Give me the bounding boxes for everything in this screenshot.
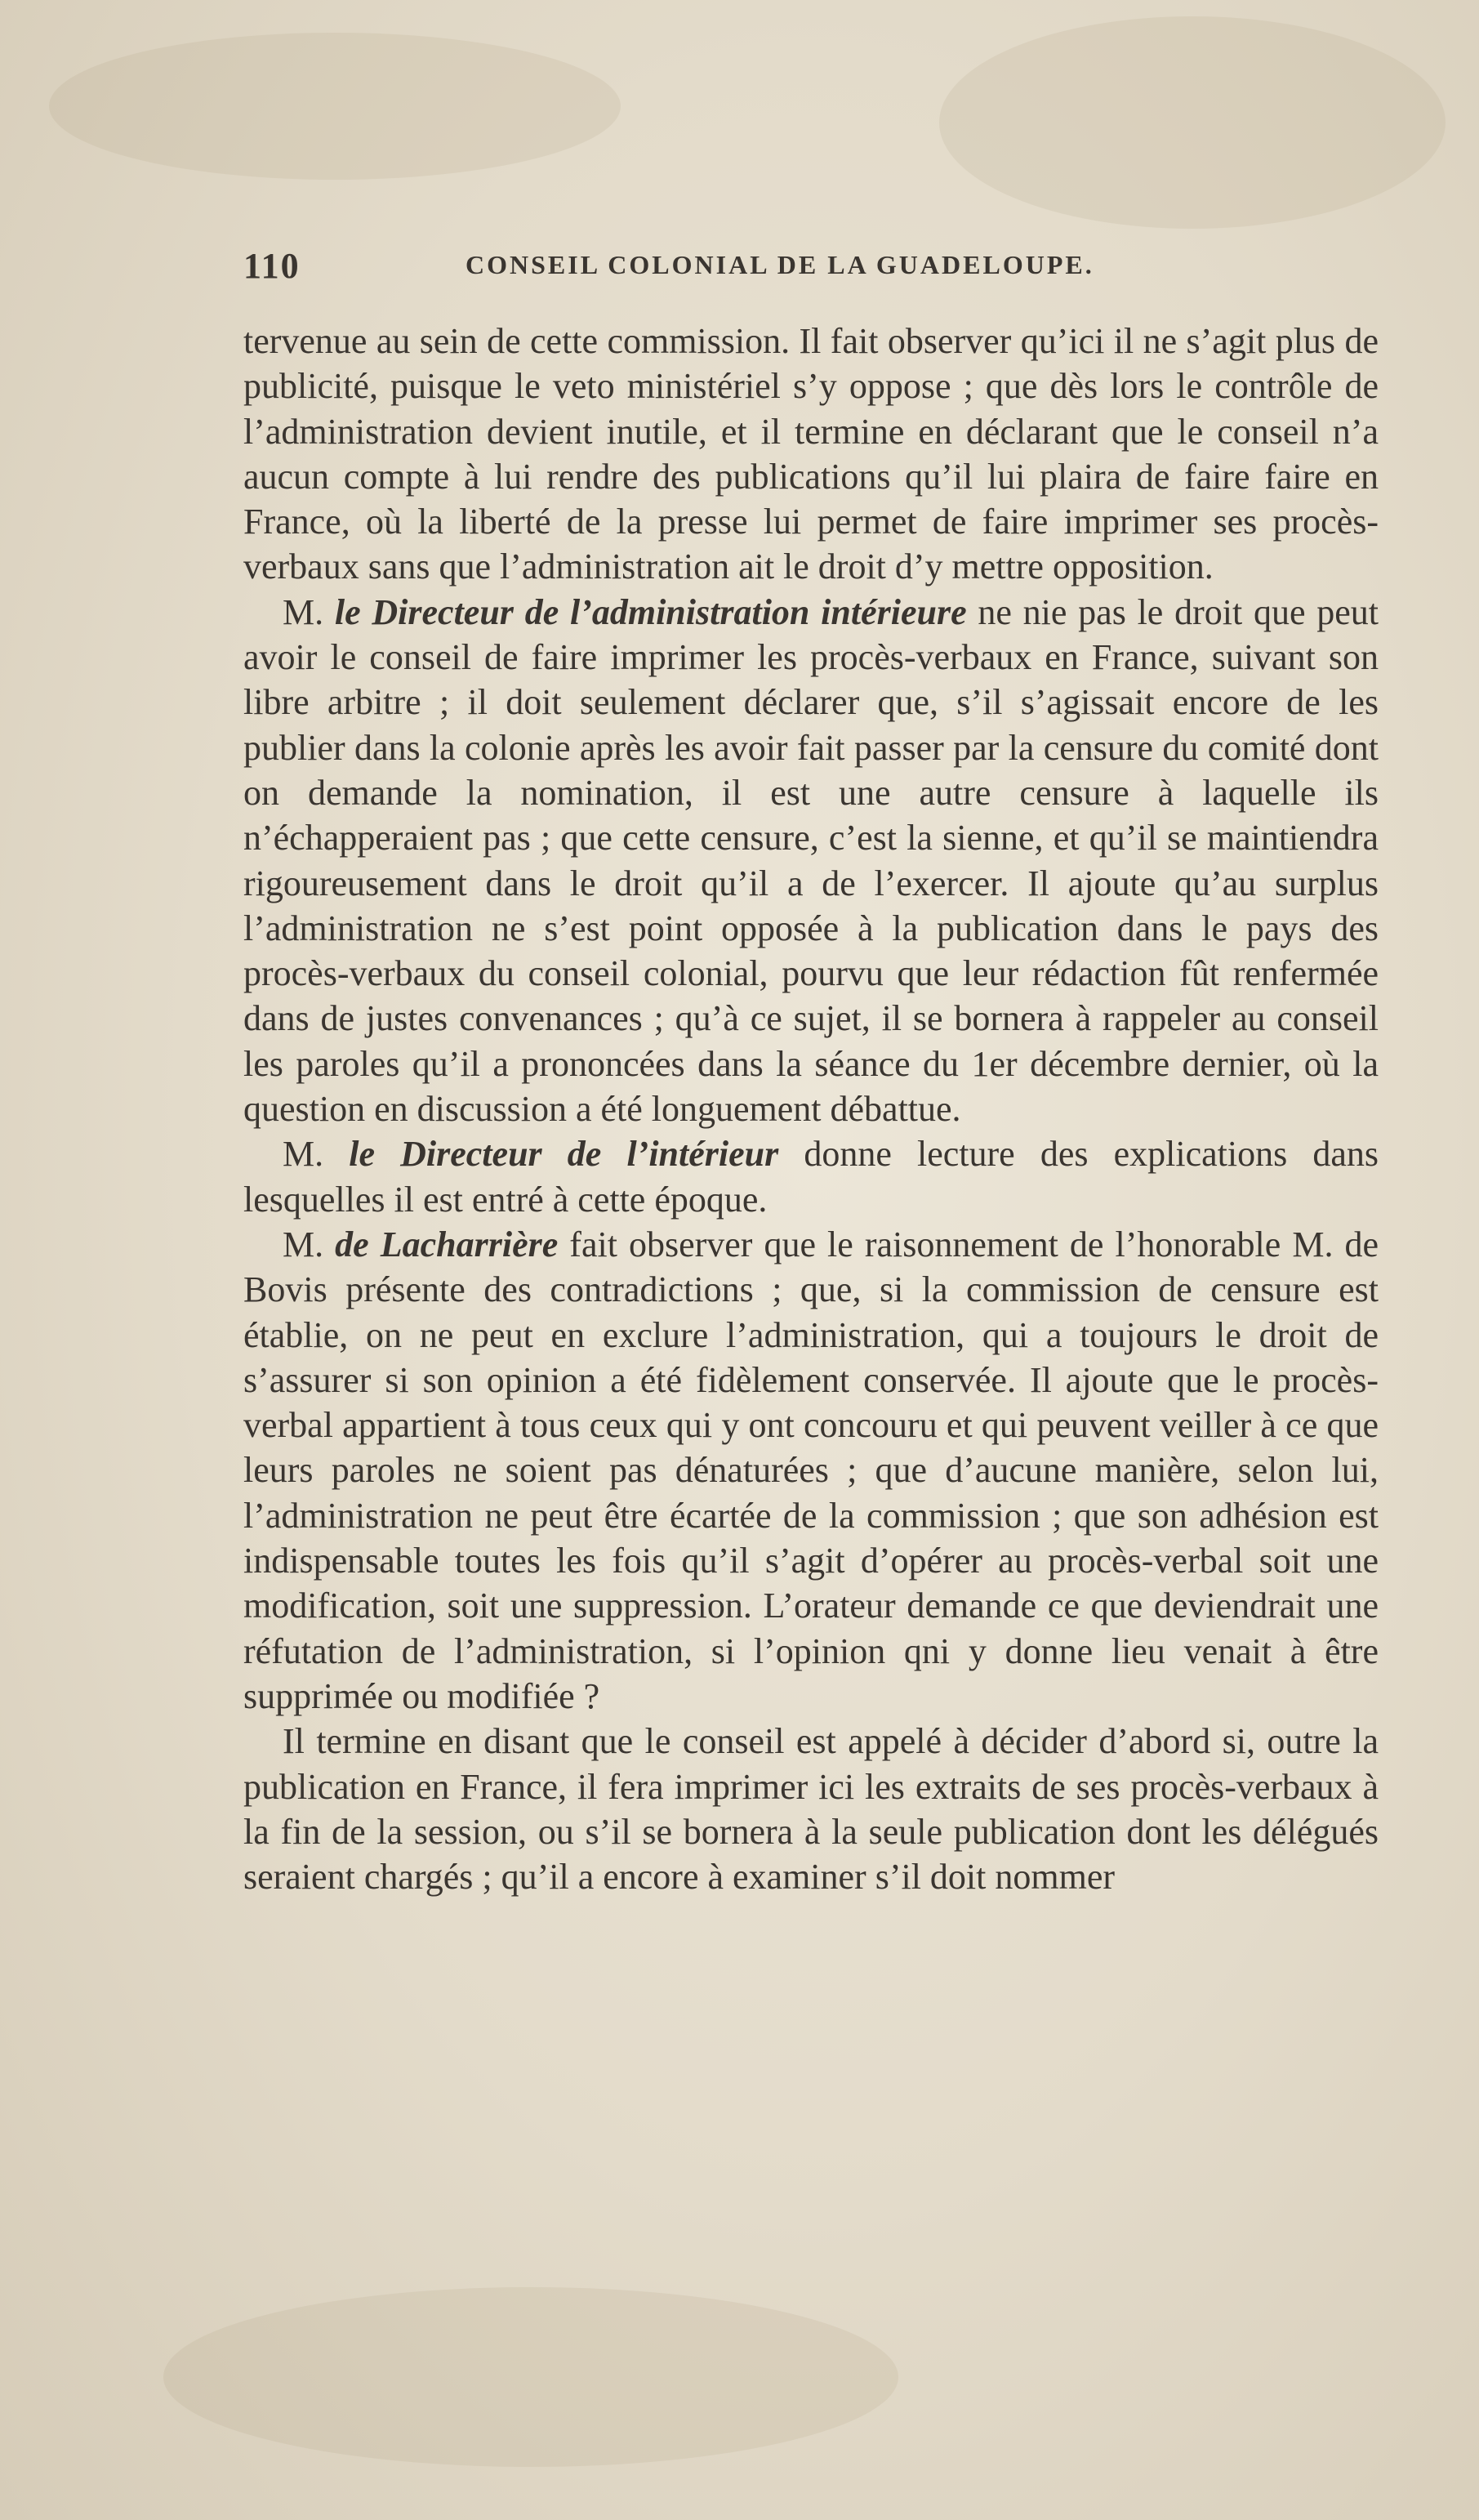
speaker-name: de Lacharrière xyxy=(335,1224,559,1264)
paragraph xyxy=(243,1131,1379,1222)
paragraph-text: tervenue au sein de cette commission. Il fait observer qu’ici il ne s’agit plus de publicité, puisque le veto ministériel s’y oppose ; que dès lors le contrôle de l’administration devient inutile, et il termine en déclarant que le conseil n’a aucun compte à lui rendre des publications qu’il lui plaira de faire faire en France, où la liberté de la presse lui permet de faire imprimer ses procès-verbaux sans que l’administration ait le droit d’y mettre opposition. xyxy=(243,321,1379,587)
running-title: CONSEIL COLONIAL DE LA GUADELOUPE. xyxy=(466,250,1094,279)
speaker-prefix: M. xyxy=(283,1134,350,1175)
paper-stain xyxy=(163,2287,898,2467)
speaker-name: le Directeur de l’administration intérieure xyxy=(334,591,967,632)
body-text xyxy=(243,319,1379,1899)
paragraph xyxy=(243,1719,1379,1899)
paragraph-text: ne nie pas le droit que peut avoir le conseil de faire imprimer les procès-verbaux en France, suivant son libre arbitre ; il doit seulement déclarer que, s’il s’agissait encore de les publier dans la colonie après les avoir fait passer par la censure du comité dont on demande la nomination, il est une autre censure à laquelle ils n’échapperaient pas ; que cette censure, c’est la sienne, et qu’il se maintiendra rigoureusement dans le droit qu’il a de l’exercer. Il ajoute qu’au surplus l’administration ne s’est point opposée à la publication dans le pays des procès-verbaux du conseil colonial, pourvu que leur rédaction fût renfermée dans de justes convenances ; qu’à ce sujet, il se bornera à rappeler au conseil les paroles qu’il a prononcées dans la séance du 1er décembre dernier, où la question en discussion a été longuement débattue. xyxy=(243,591,1379,1130)
paragraph xyxy=(243,1222,1379,1719)
paragraph xyxy=(243,590,1379,1132)
paragraph-text: Il termine en disant que le conseil est appelé à décider d’abord si, outre la publication en France, il fera imprimer ici les extraits de ses procès-verbaux à la fin de la session, ou s’il se bornera à la seule publication dont les délégués seraient chargés ; qu’il a encore à examiner s’il doit nommer xyxy=(243,1721,1379,1898)
paragraph xyxy=(243,319,1379,590)
speaker-name: le Directeur de l’intérieur xyxy=(349,1134,779,1175)
page-number: 110 xyxy=(243,246,301,286)
speaker-prefix: M. xyxy=(283,1224,336,1264)
page-header xyxy=(243,245,1379,294)
paragraph-text: fait observer que le raisonnement de l’honorable M. de Bovis présente des contradictions ; que, si la commission de censure est établie, on ne peut en exclure l’administration, qui a toujours le droit de s’assurer si son opinion a été fidèlement conservée. Il ajoute que le procès-verbal appartient à tous ceux qui y ont concouru et qui peuvent veiller à ce que leurs paroles ne soient pas dénaturées ; que d’aucune manière, selon lui, l’administration ne peut être écartée de la commission ; que son adhésion est indispensable toutes les fois qu’il s’agit d’opérer au procès-verbal soit une modification, soit une suppression. L’orateur demande ce que deviendrait une réfutation de l’administration, si l’opinion qni y donne lieu venait à être supprimée ou modifiée ? xyxy=(243,1224,1379,1716)
speaker-prefix: M. xyxy=(283,591,335,632)
paper-stain xyxy=(939,16,1446,229)
paper-stain xyxy=(49,33,621,180)
paragraph-text: donne lecture des explications dans lesquelles il est entré à cette époque. xyxy=(243,1134,1379,1220)
